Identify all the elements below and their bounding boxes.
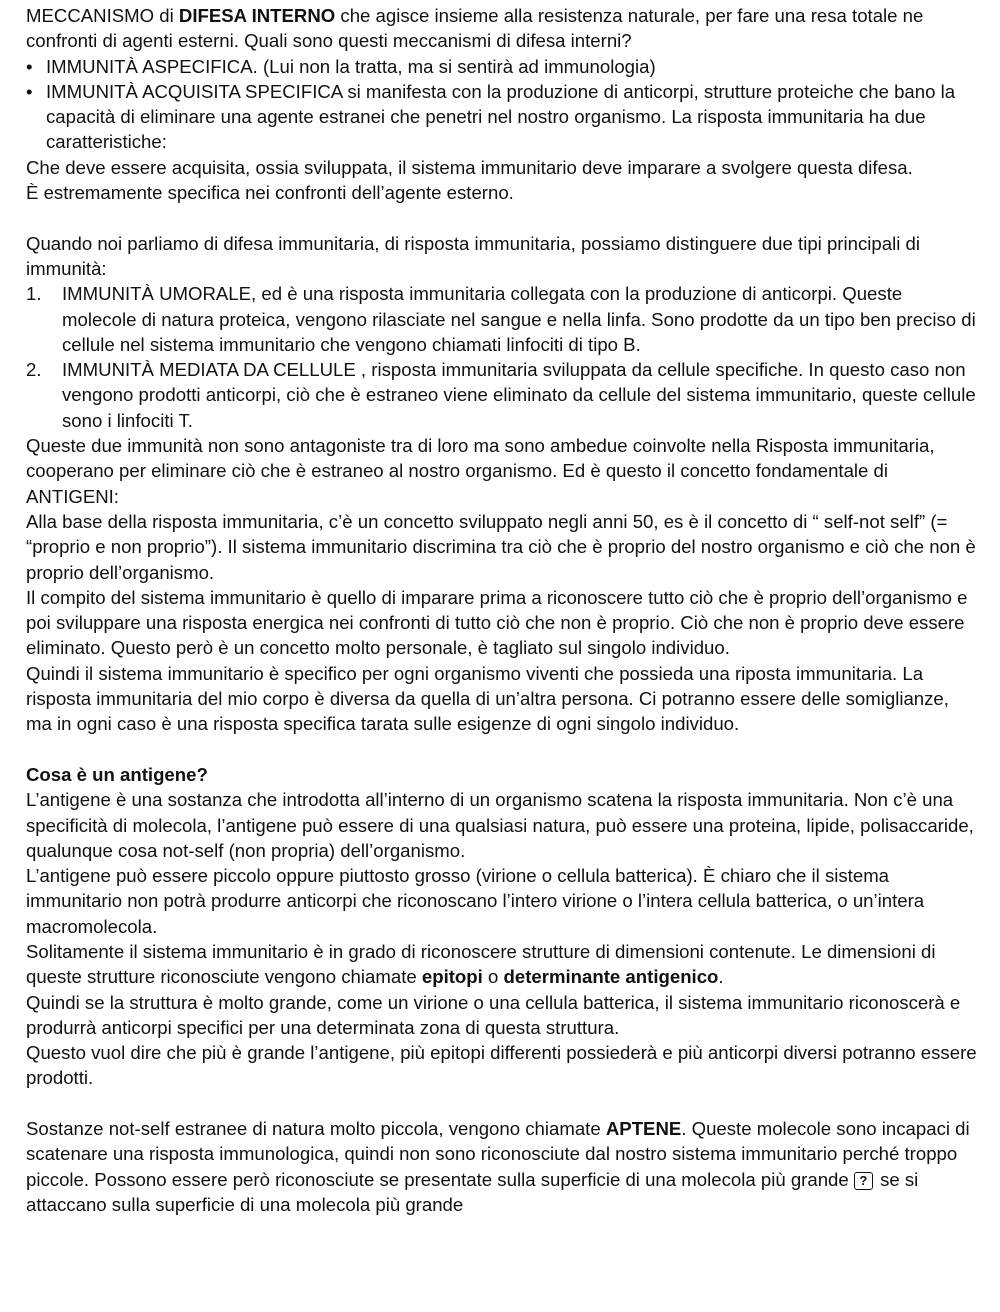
paragraph-quindi: Quindi il sistema immunitario è specifico per ogni organismo viventi che possieda una riposta immunitaria. La risposta immunitaria del mio corpo è diversa da quella di un’altra persona. Ci potranno essere delle somiglianze, ma in ogni caso è una risposta specifica tarata sulle esigenze di ogni singolo individuo. xyxy=(26,662,949,735)
paragraph-base: Alla base della risposta immunitaria, c’è un concetto sviluppato negli anni 50, es è il concetto di “ self-not self” (= “proprio e non proprio”). Il sistema immunitario discrimina tra ciò che è proprio del nostro organismo e ciò che non è proprio dell’organismo. xyxy=(26,510,976,583)
aptene-bold: APTENE xyxy=(605,1118,682,1140)
epitopi-bold: epitopi xyxy=(421,966,483,988)
paragraph-specifica: È estremamente specifica nei confronti dell’agente esterno. xyxy=(26,182,514,204)
numbered-item-mediata: 2. IMMUNITÀ MEDIATA DA CELLULE , risposta immunitaria sviluppata da cellule specifiche. In questo caso non vengono prodotti anticorpi, ciò che è estraneo viene eliminato da cellule del sistema immunitario, queste cellule sono i linfociti T. xyxy=(26,359,976,431)
section-heading-antigene: Cosa è un antigene? xyxy=(26,763,208,785)
paragraph-queste: Queste due immunità non sono antagoniste tra di loro ma sono ambedue coinvolte nella Risposta immunitaria, cooperano per eliminare ciò che è estraneo al nostro organismo. Ed è questo il concetto fondamentale di ANTIGENI: xyxy=(26,435,935,507)
paragraph-aptene: Sostanze not-self estranee di natura molto piccola, vengono chiamate APTENE. Queste molecole sono incapaci di scatenare una risposta immunologica, quindi non sono riconosciute dal nostro sistema immunitario perché troppo piccole. Possono essere però riconosciute se presentate sulla superficie di una molecola più grande ? se si attaccano sulla superficie di una molecola più grande xyxy=(26,1118,970,1215)
paragraph-solitamente: Solitamente il sistema immunitario è in grado di riconoscere strutture di dimensioni contenute. Le dimensioni di queste strutture riconosciute vengono chiamate epitopi o determinante antigenico. xyxy=(26,940,936,988)
intro-paragraph: MECCANISMO di DIFESA INTERNO che agisce insieme alla resistenza naturale, per fare una resa totale ne confronti di agenti esterni. Quali sono questi meccanismi di difesa interni? xyxy=(26,5,924,52)
determinante-antigenico-bold: determinante antigenico xyxy=(503,966,719,988)
bullet-item-acquisita: • IMMUNITÀ ACQUISITA SPECIFICA si manifesta con la produzione di anticorpi, strutture proteiche che bano la capacità di eliminare una agente estranei che penetri nel nostro organismo. La risposta immunitaria ha due caratteristiche: xyxy=(26,80,956,153)
paragraph-acquisita: Che deve essere acquisita, ossia sviluppata, il sistema immunitario deve imparare a svolgere questa difesa. xyxy=(26,156,913,178)
paragraph-quando: Quando noi parliamo di difesa immunitaria, di risposta immunitaria, possiamo distinguere due tipi principali di immunità: xyxy=(26,232,920,279)
difesa-interno-bold: DIFESA INTERNO xyxy=(178,5,336,26)
bullet-marker: • xyxy=(26,80,33,102)
paragraph-antigene-1: L’antigene è una sostanza che introdotta all’interno di un organismo scatena la risposta immunitaria. Non c’è una specificità di molecola, l’antigene può essere di una qualsiasi natura, può essere una proteina, lipide, polisaccaride, qualunque cosa not-self (non propria) dell’organismo. xyxy=(26,789,974,861)
paragraph-gap xyxy=(26,737,978,762)
document-page xyxy=(26,3,978,1217)
paragraph-gap xyxy=(26,205,978,230)
paragraph-quindi-2: Quindi se la struttura è molto grande, come un virione o una cellula batterica, il sistema immunitario riconoscerà e produrrà anticorpi specifici per una determinata zona di questa struttura. xyxy=(26,991,961,1038)
bullet-marker: • xyxy=(26,55,33,77)
paragraph-antigene-2: L’antigene può essere piccolo oppure piuttosto grosso (virione o cellula batterica). È chiaro che il sistema immunitario non potrà produrre anticorpi che riconoscano l’intero virione o l’intera cellula batterica, o un’intera macromolecola. xyxy=(26,865,925,937)
question-mark-box-icon: ? xyxy=(854,1172,873,1190)
paragraph-questo: Questo vuol dire che più è grande l’antigene, più epitopi differenti possiederà e più anticorpi diversi potranno essere prodotti. xyxy=(26,1042,977,1089)
number-marker: 2. xyxy=(26,359,42,381)
number-marker: 1. xyxy=(26,283,42,305)
bullet-item-aspecifica: • IMMUNITÀ ASPECIFICA. (Lui non la tratta, ma si sentirà ad immunologia) xyxy=(26,54,978,79)
paragraph-compito: Il compito del sistema immunitario è quello di imparare prima a riconoscere tutto ciò che è proprio dell’organismo e poi sviluppare una risposta energica nei confronti di tutto ciò che non è proprio. Ciò che non è proprio deve essere eliminato. Questo però è un concetto molto personale, è tagliato sul singolo individuo. xyxy=(26,586,968,659)
numbered-item-umorale: 1. IMMUNITÀ UMORALE, ed è una risposta immunitaria collegata con la produzione di anticorpi. Queste molecole di natura proteica, vengono rilasciate nel sangue e nella linfa. Sono prodotte da un tipo ben preciso di cellule nel sistema immunitario che vengono chiamati linfociti di tipo B. xyxy=(26,283,976,355)
paragraph-gap xyxy=(26,1091,978,1116)
